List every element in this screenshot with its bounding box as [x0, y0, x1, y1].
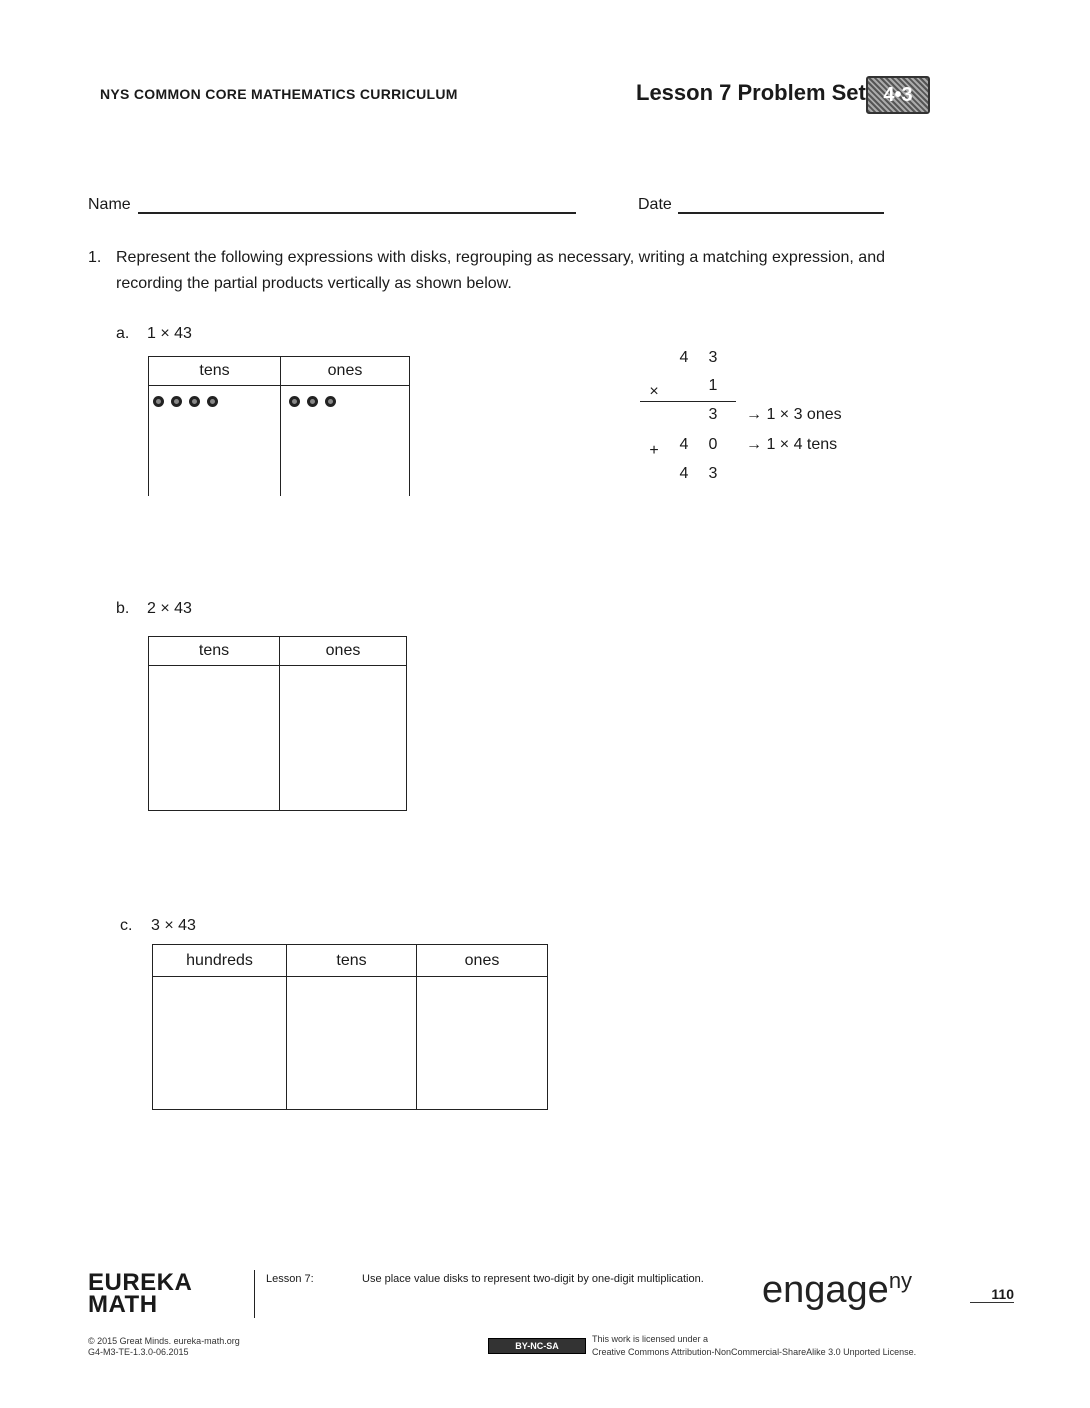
column-header: tens: [287, 945, 417, 977]
column-header: ones: [280, 637, 407, 666]
product-line: [640, 401, 736, 402]
place-value-chart-c: [152, 944, 548, 1110]
part-c-letter: c.: [120, 917, 133, 934]
digit: 4: [679, 465, 689, 482]
partial-product-note: → 1 × 4 tens: [746, 436, 838, 453]
copyright-line-2: G4-M3-TE-1.3.0-06.2015: [88, 1347, 189, 1357]
column-header: ones: [281, 357, 410, 386]
ones-cell[interactable]: [417, 977, 548, 1110]
ten-disk: [171, 396, 182, 407]
name-field[interactable]: [138, 212, 576, 214]
digit: 3: [708, 465, 718, 482]
digit: 4: [679, 436, 689, 453]
curriculum-header: NYS COMMON CORE MATHEMATICS CURRICULUM: [100, 86, 458, 102]
logo-line-1: EUREKA: [88, 1269, 193, 1296]
one-disk: [289, 396, 300, 407]
times-sign: ×: [649, 383, 659, 400]
ten-disk: [153, 396, 164, 407]
part-a-letter: a.: [116, 325, 130, 342]
one-disk: [325, 396, 336, 407]
part-a-expression: 1 × 43: [147, 325, 192, 342]
column-header: ones: [417, 945, 548, 977]
date-label: Date: [638, 196, 672, 213]
engage-superscript: ny: [888, 1268, 913, 1293]
digit: 3: [708, 406, 718, 423]
license-line-2[interactable]: Creative Commons Attribution-NonCommercial-ShareAlike 3.0 Unported License.: [592, 1347, 917, 1357]
part-b-letter: b.: [116, 600, 130, 617]
ones-cell[interactable]: [280, 666, 407, 811]
cc-license-badge: BY-NC-SA: [488, 1338, 586, 1354]
digit: 3: [708, 349, 718, 366]
column-header: tens: [149, 357, 281, 386]
column-header: tens: [149, 637, 280, 666]
module-badge: 4•3: [866, 76, 930, 114]
tens-cell[interactable]: [149, 386, 281, 497]
place-value-chart-b: [148, 636, 407, 811]
ones-cell[interactable]: [281, 386, 410, 497]
lesson-title: Lesson 7 Problem Set: [636, 80, 866, 105]
ten-disk: [189, 396, 200, 407]
question-number: 1.: [88, 249, 102, 266]
digit: 4: [679, 349, 689, 366]
digit: 1: [708, 377, 718, 394]
part-c-expression: 3 × 43: [151, 917, 196, 934]
footer-objective: Use place value disks to represent two-digit by one-digit multiplication.: [362, 1273, 704, 1285]
plus-sign: +: [649, 442, 659, 459]
footer-divider: [254, 1270, 255, 1318]
one-disk: [307, 396, 318, 407]
place-value-chart-a: [148, 356, 410, 496]
question-text: Represent the following expressions with disks, regrouping as necessary, writing a matching expression, and recording the partial products vertically as shown below.: [116, 249, 885, 292]
engage-text: engage: [762, 1269, 889, 1311]
partial-product-note: → 1 × 3 ones: [746, 406, 842, 423]
tens-cell[interactable]: [149, 666, 280, 811]
part-b-expression: 2 × 43: [147, 600, 192, 617]
digit: 0: [708, 436, 718, 453]
date-field[interactable]: [678, 212, 884, 214]
name-label: Name: [88, 196, 131, 213]
ten-disk: [207, 396, 218, 407]
engageny-logo: [762, 1268, 912, 1312]
logo-line-2: MATH: [88, 1291, 158, 1318]
page-number: 110: [970, 1286, 1014, 1303]
eureka-math-logo: [88, 1269, 193, 1318]
tens-cell[interactable]: [287, 977, 417, 1110]
hundreds-cell[interactable]: [153, 977, 287, 1110]
license-line-1: This work is licensed under a: [592, 1334, 709, 1344]
copyright-line-1: © 2015 Great Minds. eureka-math.org: [88, 1336, 240, 1346]
footer-lesson: Lesson 7:: [266, 1273, 314, 1285]
column-header: hundreds: [153, 945, 287, 977]
